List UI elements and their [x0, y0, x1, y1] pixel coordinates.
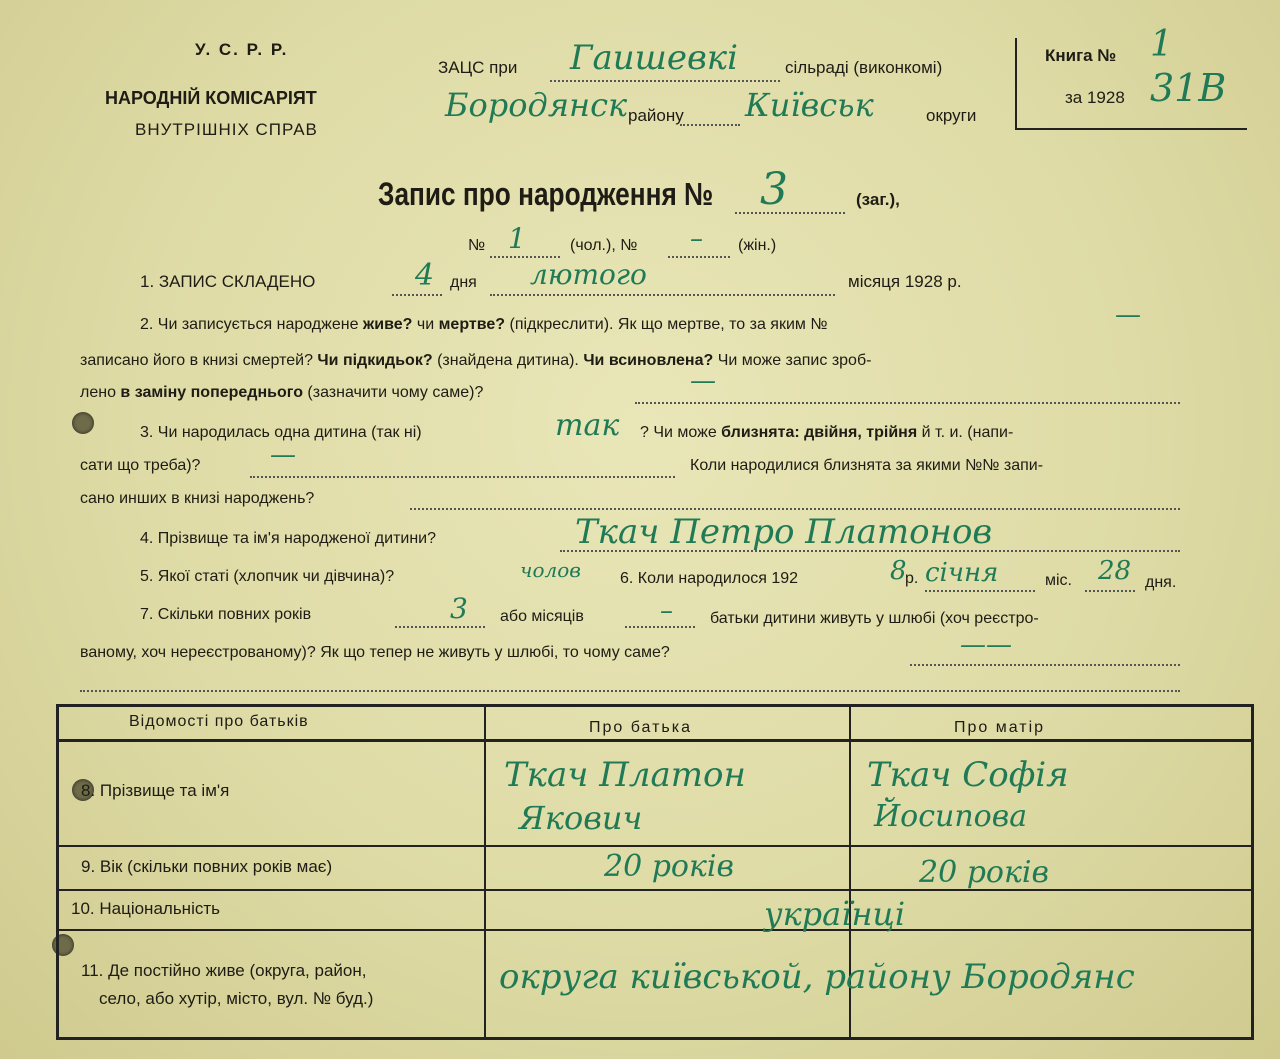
year-label: за 1928	[1065, 88, 1125, 107]
row8-label: 8. Прізвище та ім'я	[81, 781, 230, 800]
village-suffix: сільраді (виконкомі)	[785, 58, 943, 77]
item3-line1-tail: ? Чи може близнята: двійня, трійня й т. и. (напи-	[640, 424, 1014, 441]
item3-line2a: сати що треба)?	[80, 457, 201, 474]
item6-label: 6. Коли народилося 192	[620, 570, 799, 587]
col-header-mother: Про матір	[954, 719, 1046, 736]
father-age: 20 років	[604, 849, 734, 884]
item2-line1: 2. Чи записується народжене живе? чи мертве? (підкреслити). Як що мертве, то за яким №	[140, 316, 828, 333]
female-no: –	[690, 224, 703, 254]
item4-child-name: Ткач Петро Платонов	[575, 512, 993, 552]
org-internal: ВНУТРІШНІХ СПРАВ	[135, 120, 318, 139]
punch-hole	[72, 412, 94, 434]
village-name: Гаишевкі	[570, 38, 738, 78]
row9-label: 9. Вік (скільки повних років має)	[81, 857, 333, 876]
item2-line3: лено в заміну попереднього (зазначити чому саме)?	[80, 384, 484, 401]
mother-name-1: Ткач Софія	[867, 755, 1069, 795]
item6-r: р.	[905, 570, 919, 587]
mother-age: 20 років	[919, 855, 1049, 890]
okrug-name: Київськ	[745, 86, 874, 124]
item2-dash2: —	[690, 366, 716, 396]
item7-line1a: 7. Скільки повних років	[140, 606, 312, 623]
item6-month: січня	[925, 558, 999, 588]
item7-years: 3	[450, 592, 468, 625]
item3-dash: —	[270, 440, 296, 470]
district-name: Бородянск	[445, 86, 628, 124]
row11-label-2: село, або хутір, місто, вул. № буд.)	[99, 989, 374, 1008]
item6-day: 28	[1098, 556, 1132, 586]
father-name-1: Ткач Платон	[504, 755, 746, 795]
item7-line2: ваному, хоч нереєстрованому)? Як що тепер не живуть у шлюбі, то чому саме?	[80, 644, 670, 661]
org-narkom: НАРОДНІЙ КОМІСАРІЯТ	[105, 88, 317, 108]
item1-day-label: дня	[450, 274, 477, 291]
item7-months: –	[660, 596, 673, 626]
item6-dnya: дня.	[1145, 574, 1177, 591]
item4-label: 4. Прізвище та ім'я народженої дитини?	[140, 530, 437, 547]
zacs-label: ЗАЦС при	[438, 58, 518, 77]
male-no: 1	[508, 222, 526, 255]
row11-label-1: 11. Де постійно живе (округа, район,	[81, 961, 367, 980]
row10-label: 10. Національність	[71, 899, 220, 918]
record-number: 3	[760, 164, 788, 215]
item1-tail: місяця 1928 р.	[848, 272, 962, 291]
item7-line1c: батьки дитини живуть у шлюбі (хоч реєстро-	[710, 610, 1039, 627]
item3-line1a: 3. Чи народилась одна дитина (так ні)	[140, 424, 422, 441]
father-name-2: Якович	[519, 799, 643, 837]
item6-mis: міс.	[1045, 572, 1072, 589]
parents-table	[56, 704, 1254, 1040]
district-label: району	[628, 106, 684, 125]
year-handwritten: 31В	[1150, 66, 1227, 110]
book-number: 1	[1150, 24, 1173, 65]
nationality: українці	[764, 895, 906, 933]
item2-line2: записано його в книзі смертей? Чи підкидьок? (знайдена дитина). Чи всиновлена? Чи може запис зроб-	[80, 352, 872, 369]
item7-dash: ——	[960, 630, 1012, 660]
col-header-info: Відомості про батьків	[129, 713, 309, 730]
mother-name-2: Йосипова	[874, 799, 1028, 834]
item1-month: лютого	[530, 258, 647, 291]
book-label: Книга №	[1045, 46, 1117, 65]
item7-line1b: або місяців	[500, 608, 584, 625]
female-label: (жін.)	[738, 237, 777, 254]
item3-line2b: Коли народилися близнята за якими №№ запи-	[690, 457, 1044, 474]
residence: округа київськой, району Бородянс	[499, 957, 1135, 997]
item6-year: 8	[890, 556, 907, 586]
org-ussr: У. С. Р. Р.	[195, 40, 289, 59]
item1-day: 4	[415, 258, 435, 293]
item5-label: 5. Якої статі (хлопчик чи дівчина)?	[140, 568, 395, 585]
item1-label: 1. ЗАПИС СКЛАДЕНО	[140, 272, 316, 291]
col-header-father: Про батька	[589, 719, 692, 736]
record-title: Запис про народження №	[378, 176, 714, 212]
okrug-label: округи	[926, 106, 977, 125]
male-no-label: №	[468, 237, 486, 254]
record-suffix: (заг.),	[856, 190, 900, 209]
item5-sex: чолов	[520, 558, 581, 582]
item3-answer: так	[555, 408, 620, 443]
item2-dash: —	[1115, 300, 1141, 330]
item3-line3: сано инших в книзі народжень?	[80, 490, 315, 507]
male-label: (чол.), №	[570, 237, 638, 254]
